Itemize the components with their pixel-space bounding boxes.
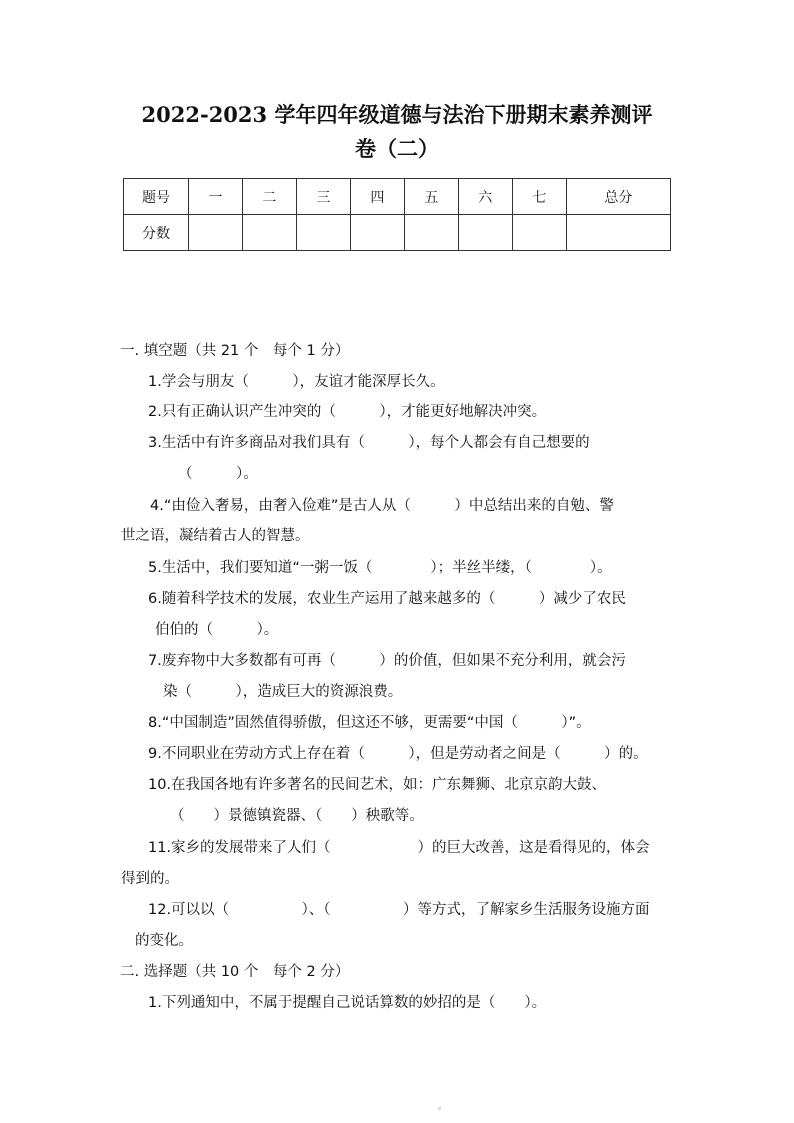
exam-title-line1: 2022-2023 学年四年级道德与法治下册期末素养测评 <box>141 102 653 127</box>
question-line: 6.随着科学技术的发展，农业生产运用了越来越多的（ ）减少了农民 <box>148 591 626 607</box>
question-line: （ ）景德镇瓷器、（ ）秧歌等。 <box>170 808 424 824</box>
score-cell-2[interactable] <box>242 215 296 251</box>
question-line: 12.可以以（ ）、（ ）等方式，了解家乡生活服务设施方面 <box>148 902 650 918</box>
question-line: 得到的。 <box>121 871 179 887</box>
question-line: 的变化。 <box>135 933 193 949</box>
score-header-6: 六 <box>458 179 512 215</box>
score-header-label: 题号 <box>124 179 189 215</box>
score-table <box>123 178 671 251</box>
section2-heading: 二. 选择题（共 10 个 每个 2 分） <box>120 964 350 980</box>
score-cell-1[interactable] <box>189 215 243 251</box>
section1-heading: 一. 填空题（共 21 个 每个 1 分） <box>120 343 350 359</box>
score-cell-3[interactable] <box>296 215 350 251</box>
question-line: 世之语，凝结着古人的智慧。 <box>121 528 310 544</box>
score-header-total: 总分 <box>566 179 670 215</box>
question-line: 染（ ），造成巨大的资源浪费。 <box>163 684 403 700</box>
question-line: 3.生活中有许多商品对我们具有（ ），每个人都会有自己想要的 <box>148 435 590 451</box>
page-dot-mark <box>438 1107 441 1110</box>
question-line: 1.学会与朋友（ ），友谊才能深厚长久。 <box>148 374 445 390</box>
score-header-7: 七 <box>512 179 566 215</box>
score-header-1: 一 <box>189 179 243 215</box>
score-cell-total[interactable] <box>566 215 670 251</box>
score-cell-7[interactable] <box>512 215 566 251</box>
question-line: 10.在我国各地有许多著名的民间艺术，如：广东舞狮、北京京韵大鼓、 <box>148 777 607 793</box>
score-cell-5[interactable] <box>404 215 458 251</box>
score-table-score-row <box>124 215 671 251</box>
question-line: 2.只有正确认识产生冲突的（ ），才能更好地解决冲突。 <box>148 404 547 420</box>
question-line: 7.废弃物中大多数都有可再（ ）的价值，但如果不充分利用，就会污 <box>148 653 626 669</box>
question-line: 5.生活中，我们要知道“一粥一饭（ ）；半丝半缕，（ ）。 <box>148 560 612 576</box>
score-header-2: 二 <box>242 179 296 215</box>
exam-title-line2: 卷（二） <box>355 136 439 161</box>
question-line: 11.家乡的发展带来了人们（ ）的巨大改善，这是看得见的，体会 <box>148 840 650 856</box>
score-header-4: 四 <box>350 179 404 215</box>
score-header-5: 五 <box>404 179 458 215</box>
score-cell-4[interactable] <box>350 215 404 251</box>
score-row-label: 分数 <box>124 215 189 251</box>
question-line: （ ）。 <box>178 466 258 482</box>
question-line: 4.“由俭入奢易，由奢入俭难”是古人从（ ）中总结出来的自勉、警 <box>150 498 614 514</box>
question-line: 伯伯的（ ）。 <box>155 622 279 638</box>
exam-title <box>100 98 694 166</box>
score-table-header-row <box>124 179 671 215</box>
question-line: 9.不同职业在劳动方式上存在着（ ），但是劳动者之间是（ ）的。 <box>148 746 648 762</box>
question-line: 1.下列通知中，不属于提醒自己说话算数的妙招的是（ ）。 <box>148 995 547 1011</box>
question-line: 8.“中国制造”固然值得骄傲，但这还不够，更需要“中国（ ）”。 <box>148 715 591 731</box>
score-header-3: 三 <box>296 179 350 215</box>
score-cell-6[interactable] <box>458 215 512 251</box>
